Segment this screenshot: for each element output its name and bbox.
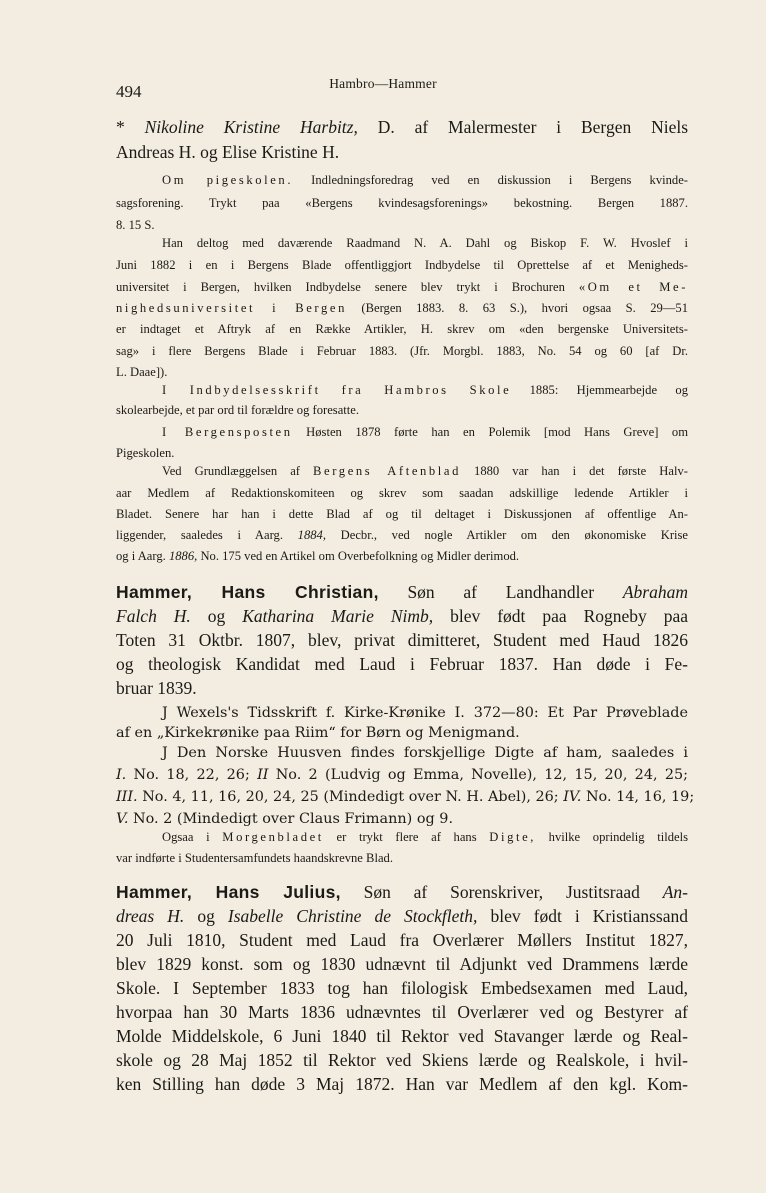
text-run: D. af Malermester i Bergen Niels [357, 117, 689, 137]
text-run: blev født paa Rogneby paa [433, 606, 689, 626]
text-line [116, 850, 393, 866]
page-number: 494 [116, 82, 142, 101]
text-line [116, 881, 688, 903]
text-run: No. 2 (Ludvig og Emma, Novelle), 12, 15, 20, 24, 25; [268, 767, 688, 783]
text-run: aar Medlem af Redaktionskomiteen og skrev som saadan adskillige ledende Artikler i [116, 486, 688, 500]
text-run: Falch H. [116, 606, 191, 626]
entry-heading: Hammer, Hans Christian, [116, 582, 379, 602]
text-run: og [184, 906, 228, 926]
text-line [162, 235, 688, 251]
text-line [116, 527, 688, 543]
text-line [116, 1073, 688, 1095]
text-run: Isabelle Christine de Stockfleth, [227, 906, 478, 926]
text-run: og theologisk Kandidat med Laud i Februar 1837. Han døde i Fe- [116, 654, 688, 674]
text-run: hvilke oprindelig tildels [536, 830, 688, 844]
text-run: No. 175 ved en Artikel om Overbefolkning og Midler derimod. [197, 549, 520, 563]
text-run: Andreas H. og Elise Kristine H. [116, 142, 340, 162]
text-run: blev 1829 konst. som og 1830 udnævnt til Adjunkt ved Drammens lærde [116, 954, 688, 974]
text-run: skole og 28 Maj 1852 til Rektor ved Skiens lærde og Realskole, i hvil- [116, 1050, 688, 1070]
text-run: Morgenbladet [222, 830, 324, 844]
text-run: Nikoline Kristine Harbitz, [144, 117, 358, 137]
text-run: bruar 1839. [116, 678, 197, 698]
text-run: Søn af Sorenskriver, Justitsraad [340, 882, 663, 902]
text-line [116, 141, 339, 163]
text-run: 1886, [168, 549, 198, 563]
text-run: og i Aarg. [116, 549, 169, 563]
text-run: 1880 var han i det første Halv- [461, 464, 688, 478]
text-run: Digte, [489, 830, 537, 844]
text-line [116, 343, 688, 359]
text-run: dreas H. [116, 906, 185, 926]
text-line [116, 788, 695, 806]
text-line [116, 953, 688, 975]
text-run: 1885: Hjemmearbejde og [511, 383, 688, 397]
text-line [162, 463, 688, 479]
text-line [116, 905, 688, 927]
text-run: nighedsuniversitet i Bergen [116, 301, 347, 315]
text-line [116, 977, 688, 999]
text-line [116, 485, 688, 501]
running-head: Hambro—Hammer [329, 76, 437, 91]
text-run: Søn af Landhandler [378, 582, 623, 602]
text-line [116, 605, 688, 627]
text-run: Toten 31 Oktbr. 1807, blev, privat dimitteret, Student med Haud 1826 [116, 630, 688, 650]
text-run: Ved Grundlæggelsen af [162, 464, 314, 478]
text-line [116, 629, 688, 651]
text-line [162, 704, 688, 722]
text-run: Skole. I September 1833 tog han filologisk Embedsexamen med Laud, [116, 978, 688, 998]
text-run: 8. 15 S. [116, 218, 155, 232]
text-line [116, 445, 174, 461]
text-line [162, 829, 688, 845]
entry-heading: Hammer, Hans Julius, [116, 882, 341, 902]
text-run: No. 18, 22, 26; [126, 767, 258, 783]
text-run: var indførte i Studentersamfundets haandskrevne Blad. [116, 851, 393, 865]
text-line [116, 506, 688, 522]
text-run: sagsforening. Trykt paa «Bergens kvindesagsforenings» bekostning. Bergen 1887. [116, 196, 688, 210]
text-run: Pigeskolen. [116, 446, 175, 460]
text-run: Om pigeskolen. [162, 173, 294, 187]
text-line [116, 257, 688, 273]
text-run: No. 2 (Mindedigt over Claus Frimann) og 9. [128, 811, 454, 827]
text-run: er trykt flere af hans [323, 830, 490, 844]
text-run: An- [662, 882, 688, 902]
text-line [162, 744, 688, 762]
text-run: III. [116, 789, 138, 805]
text-line [116, 1049, 688, 1071]
text-run: J Wexels's Tidsskrift f. Kirke-Krønike I. 372—80: Et Par Prøveblade [162, 705, 688, 721]
text-run: og [190, 606, 243, 626]
text-run: Abraham [622, 582, 688, 602]
text-run: hvorpaa han 30 Marts 1836 udnævntes til Overlærer ved og Bestyrer af [116, 1002, 688, 1022]
text-run: * [116, 117, 145, 137]
text-line [116, 548, 519, 564]
text-run: I Bergensposten [162, 425, 293, 439]
text-run: II [257, 767, 269, 783]
text-run: V. [116, 811, 129, 827]
text-run: 1884, [297, 528, 326, 542]
text-run: universitet i Bergen, hvilken Indbydelse senere blev trykt i Brochuren [116, 280, 579, 294]
text-run: liggender, saaledes i Aarg. [116, 528, 298, 542]
text-run: skolearbejde, et par ord til forældre og foresatte. [116, 403, 360, 417]
text-line [116, 766, 688, 784]
text-line [116, 1025, 688, 1047]
text-run: (Bergen 1883. 8. 63 S.), hvori ogsaa S. 29—51 [346, 301, 688, 315]
text-run: Indledningsforedrag ved en diskussion i Bergens kvinde- [293, 173, 688, 187]
text-line [116, 321, 688, 337]
text-run: IV. [563, 789, 582, 805]
text-line [116, 195, 688, 211]
text-run: sag» i flere Bergens Blade i Februar 1883. (Jfr. Morgbl. 1883, No. 54 og 60 [af Dr. [116, 344, 688, 358]
text-line [116, 929, 688, 951]
text-run: af en „Kirkekrønike paa Riim“ for Børn og Menigmand. [116, 725, 520, 741]
text-run: «Om et Me- [578, 280, 688, 294]
text-run: Juni 1882 i en i Bergens Blade offentliggjort Indbydelse til Oprettelse af et Menigheds- [116, 258, 688, 272]
text-run: blev født i Kristianssand [477, 906, 689, 926]
text-run: 20 Juli 1810, Student med Laud fra Overlærer Møllers Institut 1827, [116, 930, 688, 950]
text-line [116, 581, 688, 603]
text-line [116, 810, 453, 828]
text-line [162, 424, 688, 440]
text-line [116, 677, 197, 699]
text-run: er indtaget et Aftryk af en Række Artikler, H. skrev om «den bergenske Universitets- [116, 322, 688, 336]
text-run: Høsten 1878 førte han en Polemik [mod Hans Greve] om [292, 425, 688, 439]
text-line [116, 300, 688, 316]
text-line [116, 217, 155, 233]
text-line [116, 279, 688, 295]
text-line [116, 1001, 688, 1023]
text-line [162, 382, 688, 398]
text-run: Bergens Aftenblad [313, 464, 461, 478]
text-run: I. [116, 767, 127, 783]
text-line [162, 172, 688, 188]
text-line [116, 402, 359, 418]
text-run: Katharina Marie Nimb, [242, 606, 434, 626]
text-run: Han deltog med daværende Raadmand N. A. Dahl og Biskop F. W. Hvoslef i [162, 236, 688, 250]
text-run: L. Daae]). [116, 365, 168, 379]
text-run: No. 4, 11, 16, 20, 24, 25 (Mindedigt over N. H. Abel), 26; [137, 789, 564, 805]
text-run: J Den Norske Huusven findes forskjellige Digte af ham, saaledes i [162, 745, 688, 761]
text-run: I Indbydelsesskrift fra Hambros Skole [162, 383, 512, 397]
text-run: Decbr., ved nogle Artikler om den økonomiske Krise [326, 528, 688, 542]
text-line [116, 364, 167, 380]
text-run: Molde Middelskole, 6 Juni 1840 til Rektor ved Stavanger lærde og Real- [116, 1026, 688, 1046]
text-line [116, 724, 520, 742]
text-line [116, 116, 688, 138]
text-run: Bladet. Senere har han i dette Blad af og til deltaget i Diskussjonen af offentlige An- [116, 507, 688, 521]
text-run: ken Stilling han døde 3 Maj 1872. Han var Medlem af den kgl. Kom- [116, 1074, 688, 1094]
text-run: No. 14, 16, 19; [581, 789, 695, 805]
text-run: Ogsaa i [162, 830, 223, 844]
text-line [116, 653, 688, 675]
